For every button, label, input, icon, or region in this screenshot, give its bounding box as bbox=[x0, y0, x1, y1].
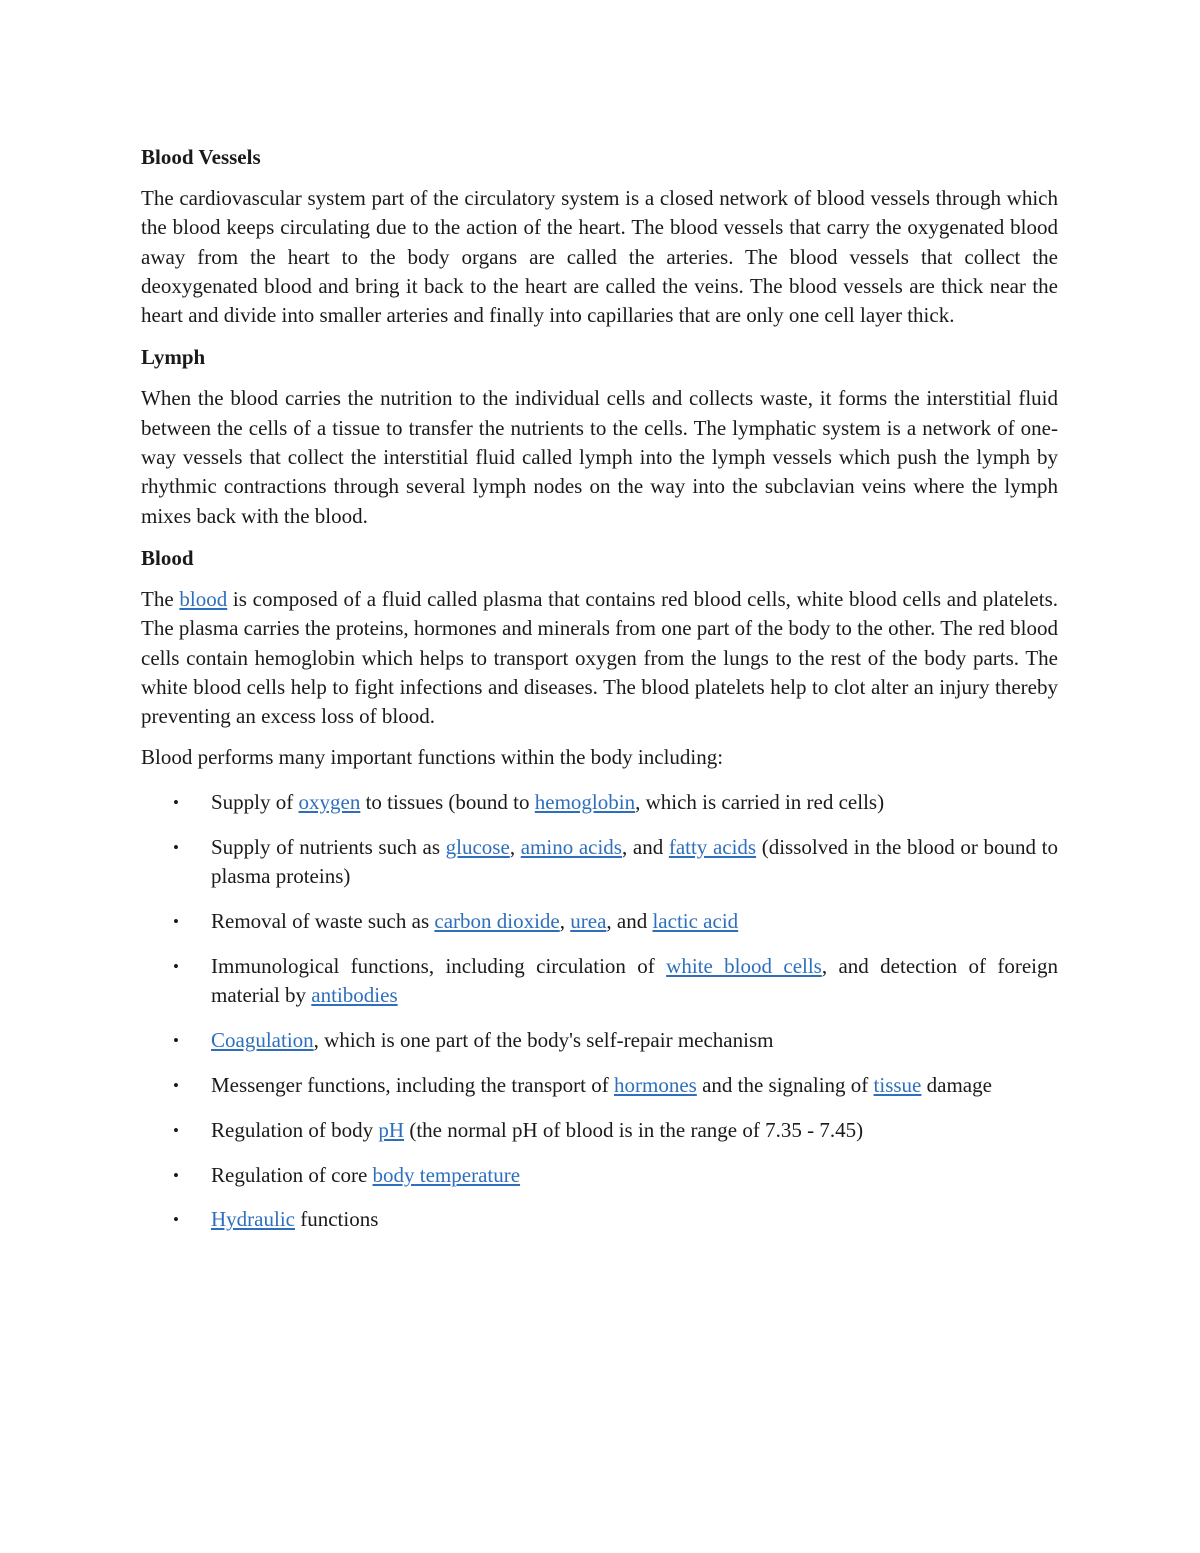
link-carbon-dioxide[interactable]: carbon dioxide bbox=[434, 908, 560, 933]
list-item bbox=[141, 952, 1058, 1011]
text-segment: Supply of bbox=[211, 789, 299, 814]
text-segment: and the signaling of bbox=[696, 1072, 874, 1097]
text-segment: Supply of nutrients such as bbox=[211, 834, 446, 859]
bullet-marker: • bbox=[173, 1030, 179, 1050]
text-segment: , bbox=[509, 834, 521, 859]
list-item bbox=[141, 1026, 1058, 1055]
link-blood[interactable]: blood bbox=[179, 586, 228, 611]
heading-blood-vessels: Blood Vessels bbox=[141, 145, 261, 169]
link-coagulation[interactable]: Coagulation bbox=[211, 1027, 314, 1052]
link-lactic-acid[interactable]: lactic acid bbox=[652, 908, 739, 933]
link-hydraulic[interactable]: Hydraulic bbox=[211, 1207, 295, 1232]
text-segment: Messenger functions, including the transport of bbox=[211, 1072, 614, 1097]
functions-list bbox=[141, 788, 1058, 1235]
list-item bbox=[141, 907, 1058, 936]
text-segment: , and bbox=[606, 908, 653, 933]
link-glucose[interactable]: glucose bbox=[445, 834, 510, 859]
text-segment: , which is one part of the body's self-repair mechanism bbox=[313, 1027, 774, 1052]
link-hormones[interactable]: hormones bbox=[614, 1072, 697, 1097]
list-item bbox=[141, 1116, 1058, 1145]
bullet-marker: • bbox=[173, 911, 179, 931]
bullet-marker: • bbox=[173, 1120, 179, 1140]
paragraph-blood-vessels: The cardiovascular system part of the circulatory system is a closed network of blood vessels through which the blood keeps circulating due to the action of the heart. The blood vessels that carry the oxygenated blood away from the heart to the body organs are called the arteries. The blood vessels that collect the deoxygenated blood and bring it back to the heart are called the veins. The blood vessels are thick near the heart and divide into smaller arteries and finally into capillaries that are only one cell layer thick. bbox=[141, 186, 1058, 328]
bullet-marker: • bbox=[173, 956, 179, 976]
text-segment: functions bbox=[294, 1207, 379, 1232]
text-segment: damage bbox=[921, 1072, 992, 1097]
heading-blood: Blood bbox=[141, 545, 194, 570]
heading-lymph: Lymph bbox=[141, 345, 206, 370]
functions-intro: Blood performs many important functions within the body including: bbox=[141, 745, 724, 770]
list-item bbox=[141, 788, 1058, 817]
text-segment: (dissolved in the blood or bound to plasma proteins) bbox=[211, 834, 1059, 888]
bullet-marker: • bbox=[173, 1165, 179, 1185]
list-item bbox=[141, 1205, 1058, 1234]
text-segment: Regulation of core bbox=[211, 1162, 373, 1187]
text-segment: , bbox=[559, 908, 571, 933]
link-white-blood-cells[interactable]: white blood cells bbox=[666, 953, 822, 978]
bullet-marker: • bbox=[173, 837, 179, 857]
bullet-marker: • bbox=[173, 1210, 179, 1230]
bullet-marker: • bbox=[173, 792, 179, 812]
link-amino-acids[interactable]: amino acids bbox=[520, 834, 622, 859]
bullet-marker: • bbox=[173, 1075, 179, 1095]
document-page bbox=[141, 142, 1058, 1250]
list-item bbox=[141, 833, 1058, 892]
text-segment: (the normal pH of blood is in the range of 7.35 - 7.45) bbox=[404, 1117, 864, 1142]
link-tissue[interactable]: tissue bbox=[873, 1072, 922, 1097]
text-segment: Removal of waste such as bbox=[211, 908, 435, 933]
text-segment: is composed of a fluid called plasma that contains red blood cells, white blood cells and platelets. The plasma carries the proteins, hormones and minerals from one part of the body to the other. The red blood cells contain hemoglobin which helps to transport oxygen from the lungs to the rest of the body parts. The white blood cells help to fight infections and diseases. The blood platelets help to clot alter an injury thereby preventing an excess loss of blood. bbox=[141, 586, 1058, 729]
list-item bbox=[141, 1161, 1058, 1190]
link-oxygen[interactable]: oxygen bbox=[298, 789, 361, 814]
paragraph-blood bbox=[141, 585, 1058, 731]
link-fatty-acids[interactable]: fatty acids bbox=[668, 834, 757, 859]
link-antibodies[interactable]: antibodies bbox=[311, 983, 398, 1008]
link-body-temperature[interactable]: body temperature bbox=[372, 1162, 521, 1187]
text-segment: to tissues (bound to bbox=[360, 789, 535, 814]
text-segment: Immunological functions, including circulation of bbox=[211, 953, 667, 978]
list-item bbox=[141, 1071, 1058, 1100]
text-segment: , which is carried in red cells) bbox=[635, 789, 885, 814]
paragraph-lymph: When the blood carries the nutrition to the individual cells and collects waste, it forms the interstitial fluid between the cells of a tissue to transfer the nutrients to the cells. The lymphatic system is a network of one-way vessels that collect the interstitial fluid called lymph into the lymph vessels which push the lymph by rhythmic contractions through several lymph nodes on the way into the subclavian veins where the lymph mixes back with the blood. bbox=[141, 386, 1058, 528]
text-segment: Regulation of body bbox=[211, 1117, 379, 1142]
link-hemoglobin[interactable]: hemoglobin bbox=[534, 789, 636, 814]
link-urea[interactable]: urea bbox=[570, 908, 607, 933]
link-ph[interactable]: pH bbox=[378, 1117, 405, 1142]
text-segment: The bbox=[141, 586, 180, 611]
text-segment: , and bbox=[621, 834, 669, 859]
text-segment: , and detection of foreign material by bbox=[211, 953, 1058, 1008]
